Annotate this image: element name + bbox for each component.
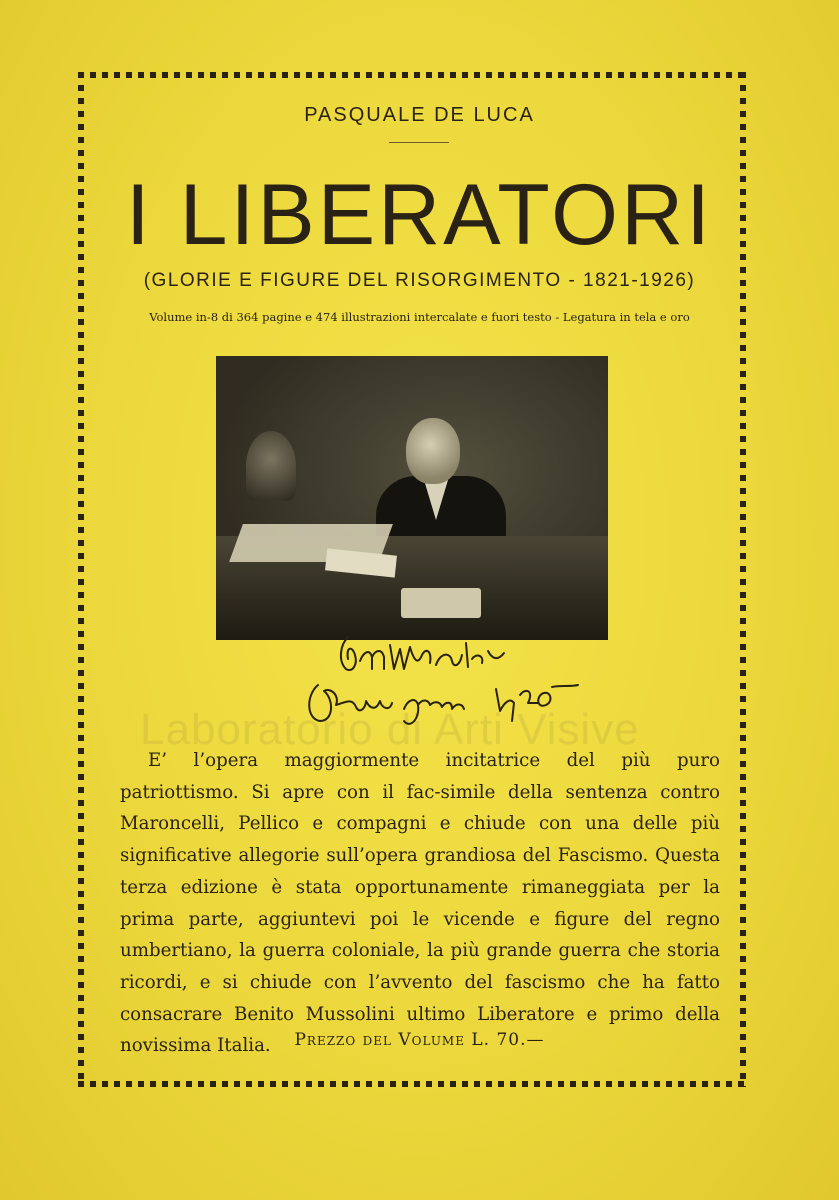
watermark: Laboratorio di Arti Visive (140, 705, 640, 754)
book-title: I LIBERATORI (125, 167, 714, 263)
price-line: Prezzo del Volume L. 70.— (294, 1030, 545, 1050)
dotted-border-bottom (78, 1081, 746, 1087)
portrait-photo (216, 356, 608, 640)
divider (389, 142, 449, 143)
description-text: E’ l’opera maggiormente incitatrice del più puro patriottismo. Si apre con il fac-simile della sentenza contro Maroncelli, Pellico e compagni e chiude con una delle più significative allegorie sull’opera grandiosa del Fascismo. Questa terza edizione è stata opportunamente rimaneggiata per la prima parte, aggiuntevi poi le vicende e figure del regno umbertiano, la guerra coloniale, la più grande guerra che storia ricordi, e si chiude con l’avvento del fascismo che ha fatto consacrare Benito Mussolini ultimo Liberatore e primo della novissima Italia. (120, 750, 720, 1057)
book-description (120, 745, 720, 1062)
handwritten-signature (300, 625, 580, 735)
book-subtitle: (GLORIE E FIGURE DEL RISORGIMENTO - 1821-1926) (143, 270, 696, 291)
dotted-border-top (78, 72, 746, 78)
author-name: PASQUALE DE LUCA (304, 104, 535, 126)
book-details: Volume in-8 di 364 pagine e 474 illustrazioni intercalate e fuori testo - Legatura in tela e oro (149, 310, 690, 324)
